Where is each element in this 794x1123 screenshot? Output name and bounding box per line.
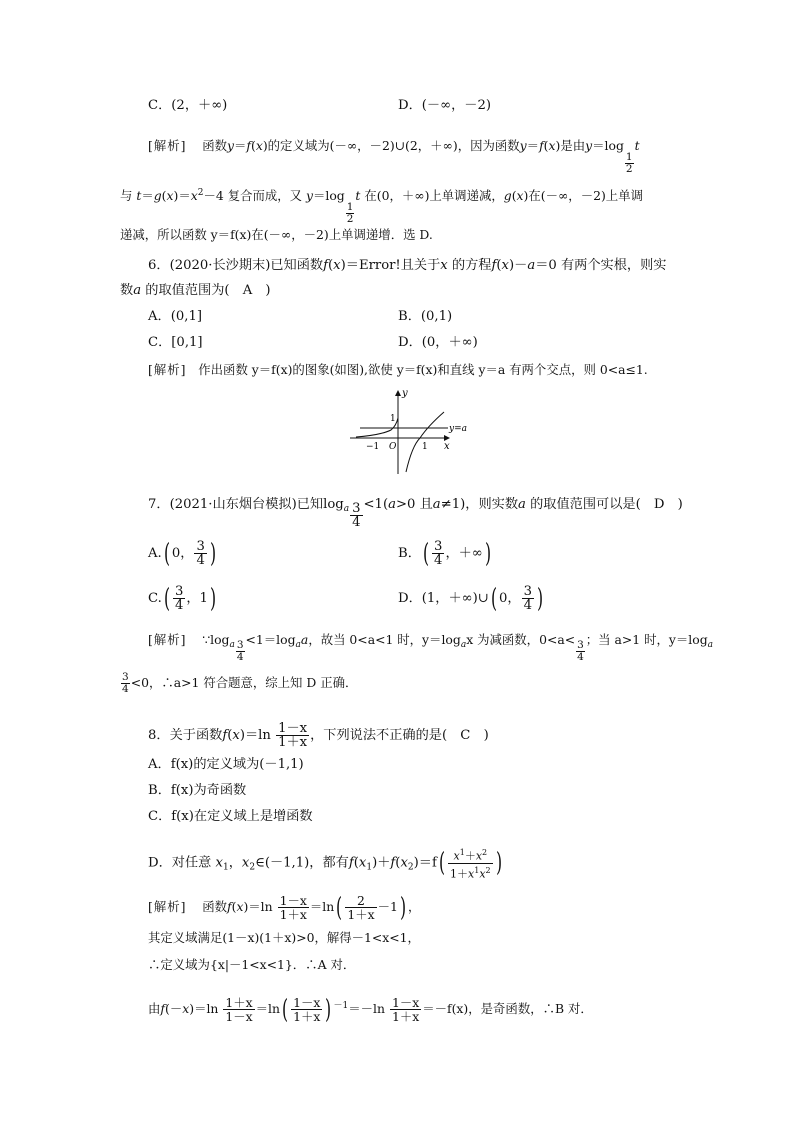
- q7-option-c: C.( $\frac{3}{4}$ ，1): [148, 583, 217, 614]
- q6-option-a: A．(0,1]: [148, 309, 202, 324]
- q8-option-d: D．对任意 $x_1$，$x_2\in(-1,1)$，都有$f(x_1)+f(x_2)=f$( $\frac{x^1+x^2}{1+x^1x^2}$ ): [148, 848, 502, 881]
- tick-label-x-neg1: −1: [366, 442, 380, 452]
- q8-solution-line4: 由f(－x)＝ln $\frac{1+x}{1-x}$ ＝ln( $\frac{1-x}{1+x}$ ) $^{-1}$＝－ln $\frac{1-x}{1+x}$ ＝－f(x)，是奇函数，∴B 对．: [148, 994, 593, 1025]
- q6-solution: [解析] 作出函数 y＝f(x)的图象(如图),欲使 y＝f(x)和直线 y＝a 有两个交点，则 0<a≤1.: [148, 362, 648, 377]
- q7-stem: 7．(2021·山东烟台模拟)已知$\log_a$ $\frac{3}{4}$ <1(a>0 且a≠1)，则实数a 的取值范围可以是( D ): [148, 497, 683, 530]
- q6-option-b: B．(0,1): [398, 309, 453, 324]
- q8-solution-line2: 其定义域满足(1－x)(1＋x)>0，解得－1<x<1，: [148, 930, 420, 945]
- solution-tag: [解析]: [148, 362, 187, 377]
- q7-option-a: A.( 0， $\frac{3}{4}$ ): [148, 538, 216, 569]
- q8-solution-line3: ∴定义域为{x|－1<x<1}．∴A 对．: [148, 957, 356, 972]
- y-axis-arrow: [395, 390, 401, 396]
- q6-function-graph: [346, 386, 476, 476]
- q7-option-d: D．(1，＋∞)∪( 0， $\frac{3}{4}$ ): [398, 583, 544, 614]
- q6-option-c: C．[0,1]: [148, 335, 203, 350]
- solution-tag: [解析]: [148, 899, 187, 914]
- q6-stem-line2: 数a 的取值范围为( A ): [120, 283, 271, 298]
- q8-option-c: C．f(x)在定义域上是增函数: [148, 809, 313, 824]
- q7-solution-line2: $\frac{3}{4}$ <0，∴a>1 符合题意，综上知 D 正确．: [122, 671, 358, 695]
- q7-solution-line1: [解析] $\because\log_a$ $\frac{3}{4}$ $<1=\log_aa$，故当 0<a<1 时，$y=\log_ax$ 为减函数，0<a< $\frac{3}{4}$ ；当 a>1 时，$y=\log_a$: [148, 632, 714, 663]
- x-axis-label: x: [444, 441, 450, 452]
- solution-tag: [解析]: [148, 632, 187, 647]
- q5-solution-line1: [解析] 函数y＝f(x)的定义域为(－∞，－2)∪(2，＋∞)，因为函数y＝f(x)是由y＝log $\frac{1}{2}$ t: [148, 138, 640, 175]
- q6-option-d: D．(0，＋∞): [398, 335, 478, 350]
- tick-label-x1: 1: [422, 442, 428, 452]
- q7-option-b: B．( $\frac{3}{4}$ ，＋∞): [398, 538, 491, 569]
- q8-solution-line1: [解析] 函数f(x)＝ln $\frac{1-x}{1+x}$ ＝ln( $\frac{2}{1+x}$ －1) ，: [148, 892, 421, 923]
- solution-tag: [解析]: [148, 138, 187, 153]
- q5-option-d: D．(－∞，－2): [398, 98, 491, 113]
- q5-option-c: C．(2，＋∞): [148, 98, 228, 113]
- q6-stem-line1: 6．(2020·长沙期末)已知函数f(x)＝Error!且关于x 的方程f(x)－a＝0 有两个实根，则实: [148, 258, 667, 273]
- tick-label-y1: 1: [390, 414, 396, 424]
- origin-label: O: [389, 442, 397, 452]
- q8-stem: 8．关于函数f(x)＝ln $\frac{1-x}{1+x}$ ，下列说法不正确的是( C ): [148, 721, 489, 750]
- line-label: y=a: [449, 424, 467, 434]
- q5-solution-line3: 递减，所以函数 y＝f(x)在(－∞，－2)上单调递增．选 D.: [120, 227, 433, 242]
- y-axis-label: y: [402, 388, 408, 399]
- q5-solution-line2: 与 $t=g(x)=x^2-4$ 复合而成，又 y＝log $\frac{1}{2}$ t 在(0，＋∞)上单调递减，g(x)在(－∞，－2)上单调: [120, 188, 643, 225]
- q8-option-b: B．f(x)为奇函数: [148, 783, 247, 798]
- q8-option-a: A．f(x)的定义域为(－1,1): [148, 757, 304, 772]
